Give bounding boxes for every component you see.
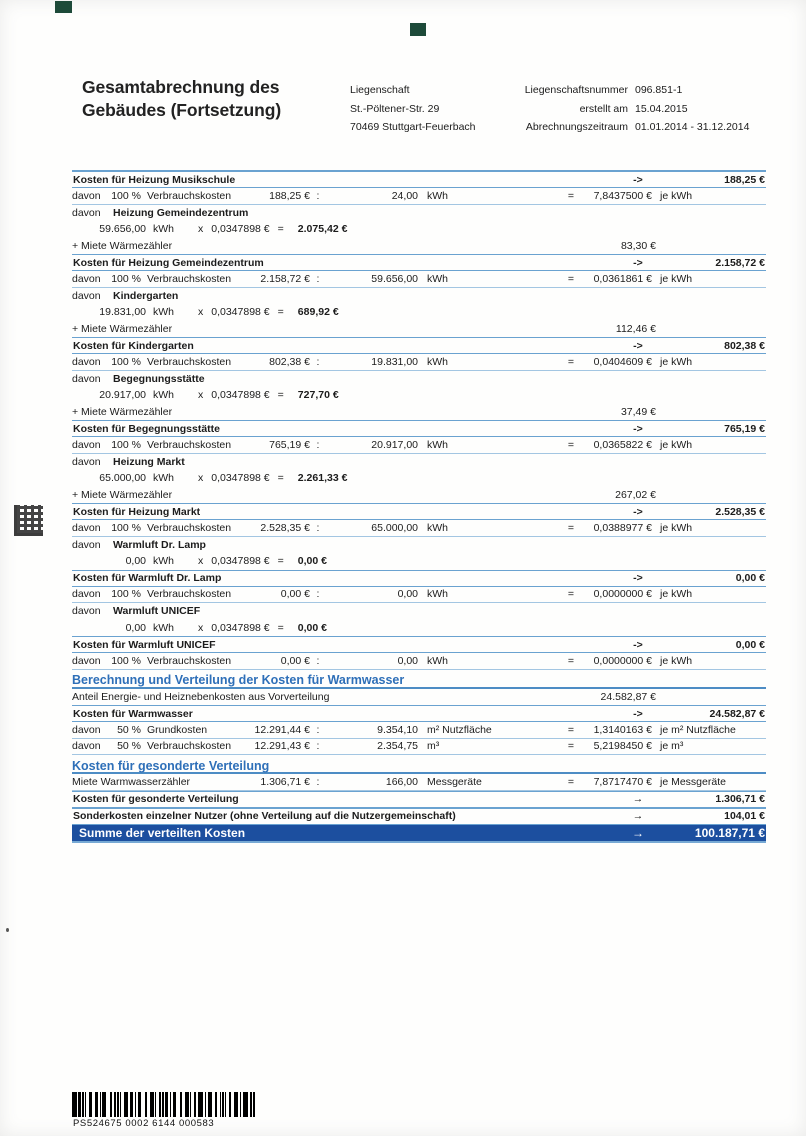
row-percent: 100 % bbox=[111, 355, 141, 368]
row-value: 24.582,87 € bbox=[600, 690, 656, 703]
row-label: + Miete Wärmezähler bbox=[72, 488, 173, 501]
row-prefix: davon bbox=[72, 654, 101, 667]
table-row-subname bbox=[72, 288, 766, 305]
multiply-sign: x bbox=[198, 306, 204, 319]
divide-sign: : bbox=[316, 740, 320, 753]
row-name: Verbrauchskosten bbox=[147, 654, 232, 667]
row-unit: kWh bbox=[153, 389, 174, 402]
row-amount: 100.187,71 € bbox=[694, 825, 765, 840]
row-rate-unit: je m² Nutzfläche bbox=[660, 723, 736, 736]
row-name: Warmluft Dr. Lamp bbox=[113, 538, 206, 551]
row-unit: kWh bbox=[427, 588, 448, 601]
arrow-icon: -> bbox=[633, 572, 643, 584]
page-title-line1: Gesamtabrechnung des bbox=[82, 77, 280, 97]
arrow-icon: -> bbox=[633, 638, 643, 651]
section-title bbox=[72, 670, 766, 689]
row-amount: 12.291,43 € bbox=[254, 740, 310, 753]
divide-sign: : bbox=[316, 723, 320, 736]
row-rate: 0,0347898 € bbox=[211, 389, 270, 402]
row-prefix: davon bbox=[72, 189, 101, 202]
row-prefix: davon bbox=[72, 723, 101, 736]
divide-sign: : bbox=[316, 588, 320, 601]
row-label: Kosten für Kindergarten bbox=[73, 339, 194, 352]
table-row-total bbox=[72, 570, 766, 587]
multiply-sign: x bbox=[198, 621, 204, 634]
arrow-icon: -> bbox=[633, 707, 643, 720]
equals-sign: = bbox=[277, 389, 284, 402]
row-name: Verbrauchskosten bbox=[147, 355, 232, 368]
row-amount: 2.528,35 € bbox=[260, 521, 310, 534]
row-rate: 0,0347898 € bbox=[211, 472, 270, 485]
row-amount: 188,25 € bbox=[269, 189, 310, 202]
redaction-mark-icon bbox=[55, 1, 72, 13]
row-rate: 5,2198450 € bbox=[593, 740, 652, 753]
table-row-multiply bbox=[72, 470, 766, 487]
row-rate-unit: je Messgeräte bbox=[660, 775, 726, 788]
row-amount: 802,38 € bbox=[724, 339, 765, 352]
row-name: Heizung Gemeindezentrum bbox=[113, 206, 249, 219]
row-quantity: 0,00 bbox=[397, 654, 418, 667]
row-percent: 50 % bbox=[117, 723, 141, 736]
row-rate: 0,0347898 € bbox=[211, 223, 270, 236]
row-name: Begegnungsstätte bbox=[113, 372, 205, 385]
row-percent: 100 % bbox=[111, 272, 141, 285]
arrow-icon: → bbox=[632, 810, 644, 822]
table-row-calc bbox=[72, 722, 766, 739]
equals-sign: = bbox=[567, 654, 575, 667]
row-rate: 7,8717470 € bbox=[593, 775, 652, 788]
arrow-icon: -> bbox=[633, 339, 643, 352]
row-amount: 0,00 € bbox=[735, 638, 765, 651]
table-row-total bbox=[72, 171, 766, 188]
row-amount: 1.306,71 € bbox=[260, 775, 310, 788]
divide-sign: : bbox=[316, 355, 320, 368]
multiply-sign: x bbox=[198, 389, 204, 402]
row-label: Kosten für Warmwasser bbox=[73, 707, 193, 720]
table-row-subname bbox=[72, 454, 766, 471]
row-name: Verbrauchskosten bbox=[147, 189, 232, 202]
row-rate-unit: je kWh bbox=[660, 355, 693, 368]
row-quantity: 19.831,00 bbox=[99, 306, 146, 319]
table-row-calc bbox=[72, 354, 766, 371]
row-quantity: 59.656,00 bbox=[371, 272, 418, 285]
row-name: Verbrauchskosten bbox=[147, 272, 232, 285]
table-row-total bbox=[72, 337, 766, 354]
row-prefix: davon bbox=[72, 372, 101, 385]
row-result: 727,70 € bbox=[297, 389, 339, 402]
multiply-sign: x bbox=[198, 223, 204, 236]
row-amount: 1.306,71 € bbox=[715, 793, 765, 805]
property-label: Liegenschaft bbox=[350, 84, 410, 96]
row-label: Kosten für Heizung Gemeindezentrum bbox=[73, 256, 264, 269]
row-name: Verbrauchskosten bbox=[147, 588, 232, 601]
created-value: 15.04.2015 bbox=[635, 102, 688, 115]
created-label: erstellt am bbox=[579, 102, 628, 115]
equals-sign: = bbox=[567, 740, 575, 753]
row-name: Warmluft UNICEF bbox=[113, 605, 201, 618]
table-row-multiply bbox=[72, 387, 766, 404]
row-quantity: 0,00 bbox=[397, 588, 418, 601]
row-name: Heizung Markt bbox=[113, 455, 185, 468]
row-value: 267,02 € bbox=[615, 488, 656, 501]
table-row-multiply bbox=[72, 304, 766, 321]
divide-sign: : bbox=[316, 654, 320, 667]
row-prefix: davon bbox=[72, 605, 101, 618]
row-amount: 802,38 € bbox=[269, 355, 310, 368]
cost-table bbox=[72, 170, 766, 843]
row-rate: 0,0388977 € bbox=[593, 521, 652, 534]
table-row-calc bbox=[72, 271, 766, 288]
table-row-calc bbox=[72, 520, 766, 537]
row-percent: 100 % bbox=[111, 654, 141, 667]
row-amount: 765,19 € bbox=[269, 438, 310, 451]
row-amount: 2.528,35 € bbox=[715, 505, 765, 518]
row-quantity: 65.000,00 bbox=[99, 472, 146, 485]
row-quantity: 20.917,00 bbox=[99, 389, 146, 402]
row-amount: 0,00 € bbox=[280, 654, 310, 667]
row-amount: 2.158,72 € bbox=[715, 256, 765, 269]
row-unit: kWh bbox=[153, 555, 174, 568]
table-row-subname bbox=[72, 371, 766, 388]
row-rate: 0,0361861 € bbox=[593, 272, 652, 285]
row-rate-unit: je m³ bbox=[660, 740, 684, 753]
row-rate: 0,0365822 € bbox=[593, 438, 652, 451]
equals-sign: = bbox=[567, 588, 575, 601]
row-prefix: davon bbox=[72, 355, 101, 368]
table-row-multiply bbox=[72, 221, 766, 238]
data-matrix-icon bbox=[14, 505, 43, 536]
equals-sign: = bbox=[277, 621, 284, 634]
row-percent: 100 % bbox=[111, 438, 141, 451]
row-prefix: davon bbox=[72, 455, 101, 468]
row-rate: 1,3140163 € bbox=[593, 723, 652, 736]
row-amount: 2.158,72 € bbox=[260, 272, 310, 285]
row-unit: kWh bbox=[153, 306, 174, 319]
table-row-total bbox=[72, 420, 766, 437]
row-unit: m³ bbox=[427, 740, 440, 753]
table-row-total bbox=[72, 636, 766, 653]
row-amount: 12.291,44 € bbox=[254, 723, 310, 736]
table-row-value bbox=[72, 238, 766, 255]
row-name: Verbrauchskosten bbox=[147, 438, 232, 451]
row-label: Sonderkosten einzelner Nutzer (ohne Verteilung auf die Nutzergemeinschaft) bbox=[73, 810, 456, 822]
row-label: Miete Warmwasserzähler bbox=[72, 775, 191, 788]
redaction-mark-icon bbox=[410, 23, 426, 36]
row-rate: 0,0404609 € bbox=[593, 355, 652, 368]
row-unit: m² Nutzfläche bbox=[427, 723, 492, 736]
row-amount: 24.582,87 € bbox=[709, 707, 765, 720]
equals-sign: = bbox=[277, 306, 284, 319]
section-title bbox=[72, 755, 766, 774]
row-result: 0,00 € bbox=[297, 621, 327, 634]
row-amount: 104,01 € bbox=[724, 810, 765, 822]
row-unit: Messgeräte bbox=[427, 775, 482, 788]
property-street: St.-Pöltener-Str. 29 bbox=[350, 102, 440, 115]
equals-sign: = bbox=[277, 555, 284, 568]
row-prefix: davon bbox=[72, 206, 101, 219]
equals-sign: = bbox=[277, 472, 284, 485]
arrow-icon: → bbox=[632, 793, 644, 805]
row-amount: 0,00 € bbox=[280, 588, 310, 601]
row-value: 112,46 € bbox=[615, 322, 656, 335]
row-value: 37,49 € bbox=[620, 405, 656, 418]
table-row-subname bbox=[72, 537, 766, 554]
row-rate-unit: je kWh bbox=[660, 438, 693, 451]
row-label: Kosten für Begegnungsstätte bbox=[73, 422, 221, 435]
row-quantity: 0,00 bbox=[125, 621, 146, 634]
period-label: Abrechnungszeitraum bbox=[525, 121, 628, 134]
table-row-total bbox=[72, 791, 766, 808]
table-row-subname bbox=[72, 603, 766, 620]
row-quantity: 24,00 bbox=[391, 189, 418, 202]
row-rate-unit: je kWh bbox=[660, 521, 693, 534]
divide-sign: : bbox=[316, 521, 320, 534]
row-rate: 0,0347898 € bbox=[211, 621, 270, 634]
row-unit: kWh bbox=[427, 438, 448, 451]
table-row-calc bbox=[72, 774, 766, 791]
row-amount: 765,19 € bbox=[724, 422, 765, 435]
scan-artifact bbox=[6, 928, 9, 932]
row-unit: kWh bbox=[427, 189, 448, 202]
section-title-text: Berechnung und Verteilung der Kosten für Warmwasser bbox=[72, 673, 405, 687]
row-quantity: 0,00 bbox=[125, 555, 146, 568]
row-rate: 7,8437500 € bbox=[593, 189, 652, 202]
row-name: Verbrauchskosten bbox=[147, 521, 232, 534]
barcode-text: PS524675 0002 6144 000583 bbox=[73, 1118, 215, 1129]
row-rate: 0,0000000 € bbox=[593, 654, 652, 667]
row-unit: kWh bbox=[153, 472, 174, 485]
table-row-value bbox=[72, 321, 766, 338]
section-title-text: Kosten für gesonderte Verteilung bbox=[72, 758, 270, 773]
row-label: Kosten für Warmluft UNICEF bbox=[73, 638, 216, 651]
row-result: 2.261,33 € bbox=[297, 472, 348, 485]
table-row-calc bbox=[72, 587, 766, 604]
divide-sign: : bbox=[316, 272, 320, 285]
row-rate: 0,0347898 € bbox=[211, 306, 270, 319]
row-label: Kosten für Heizung Musikschule bbox=[73, 173, 236, 186]
row-prefix: davon bbox=[72, 588, 101, 601]
table-row-total bbox=[72, 705, 766, 722]
row-unit: kWh bbox=[153, 621, 174, 634]
row-rate-unit: je kWh bbox=[660, 654, 693, 667]
row-label: + Miete Wärmezähler bbox=[72, 239, 173, 252]
row-quantity: 20.917,00 bbox=[371, 438, 418, 451]
row-unit: kWh bbox=[427, 521, 448, 534]
equals-sign: = bbox=[567, 272, 575, 285]
grand-total-banner bbox=[72, 825, 766, 843]
row-prefix: davon bbox=[72, 272, 101, 285]
row-label: + Miete Wärmezähler bbox=[72, 322, 173, 335]
page-title-line2: Gebäudes (Fortsetzung) bbox=[82, 100, 282, 120]
row-rate-unit: je kWh bbox=[660, 272, 693, 285]
row-label: Summe der verteilten Kosten bbox=[79, 825, 246, 840]
arrow-icon: -> bbox=[633, 505, 643, 518]
arrow-icon: -> bbox=[633, 422, 643, 435]
multiply-sign: x bbox=[198, 555, 204, 568]
table-row-total bbox=[72, 808, 766, 825]
row-rate: 0,0347898 € bbox=[211, 555, 270, 568]
table-row-calc bbox=[72, 653, 766, 670]
row-label: Kosten für Heizung Markt bbox=[73, 505, 201, 518]
row-result: 689,92 € bbox=[297, 306, 339, 319]
divide-sign: : bbox=[316, 775, 320, 788]
table-row-subname bbox=[72, 205, 766, 222]
table-row-multiply bbox=[72, 553, 766, 570]
table-row-calc bbox=[72, 437, 766, 454]
table-row-multiply bbox=[72, 620, 766, 637]
property-number-label: Liegenschaftsnummer bbox=[524, 84, 628, 96]
row-label: Kosten für Warmluft Dr. Lamp bbox=[73, 572, 222, 584]
row-rate-unit: je kWh bbox=[660, 588, 693, 601]
row-percent: 100 % bbox=[111, 588, 141, 601]
row-amount: 0,00 € bbox=[735, 572, 765, 584]
equals-sign: = bbox=[567, 723, 575, 736]
table-row-total bbox=[72, 503, 766, 520]
table-row-calc bbox=[72, 188, 766, 205]
row-unit: kWh bbox=[427, 272, 448, 285]
document-meta bbox=[436, 81, 766, 137]
barcode-icon bbox=[72, 1092, 255, 1117]
row-name: Kindergarten bbox=[113, 289, 179, 302]
row-quantity: 19.831,00 bbox=[371, 355, 418, 368]
row-quantity: 9.354,10 bbox=[377, 723, 418, 736]
row-result: 2.075,42 € bbox=[297, 223, 348, 236]
row-quantity: 59.656,00 bbox=[99, 223, 146, 236]
table-row-value bbox=[72, 487, 766, 504]
equals-sign: = bbox=[567, 775, 575, 788]
row-prefix: davon bbox=[72, 289, 101, 302]
row-value: 83,30 € bbox=[620, 239, 656, 252]
period-value: 01.01.2014 - 31.12.2014 bbox=[635, 121, 750, 134]
row-prefix: davon bbox=[72, 538, 101, 551]
arrow-icon: -> bbox=[633, 173, 643, 186]
row-prefix: davon bbox=[72, 740, 101, 753]
table-row-value bbox=[72, 689, 766, 706]
equals-sign: = bbox=[567, 355, 575, 368]
row-quantity: 166,00 bbox=[385, 775, 418, 788]
row-rate: 0,0000000 € bbox=[593, 588, 652, 601]
row-label: + Miete Wärmezähler bbox=[72, 405, 173, 418]
multiply-sign: x bbox=[198, 472, 204, 485]
row-amount: 188,25 € bbox=[724, 173, 765, 186]
row-name: Verbrauchskosten bbox=[147, 740, 232, 753]
row-unit: kWh bbox=[427, 654, 448, 667]
divide-sign: : bbox=[316, 438, 320, 451]
table-row-total bbox=[72, 254, 766, 271]
equals-sign: = bbox=[567, 189, 575, 202]
page-title bbox=[82, 76, 281, 122]
row-percent: 50 % bbox=[117, 740, 141, 753]
arrow-icon: → bbox=[632, 825, 644, 840]
equals-sign: = bbox=[277, 223, 284, 236]
equals-sign: = bbox=[567, 521, 575, 534]
row-unit: kWh bbox=[427, 355, 448, 368]
row-quantity: 65.000,00 bbox=[371, 521, 418, 534]
row-prefix: davon bbox=[72, 521, 101, 534]
property-city: 70469 Stuttgart-Feuerbach bbox=[350, 121, 476, 134]
row-unit: kWh bbox=[153, 223, 174, 236]
row-label: Kosten für gesonderte Verteilung bbox=[73, 793, 239, 805]
table-row-calc bbox=[72, 739, 766, 756]
table-row-value bbox=[72, 404, 766, 421]
row-percent: 100 % bbox=[111, 189, 141, 202]
row-prefix: davon bbox=[72, 438, 101, 451]
divide-sign: : bbox=[316, 189, 320, 202]
arrow-icon: -> bbox=[633, 256, 643, 269]
row-quantity: 2.354,75 bbox=[377, 740, 418, 753]
row-result: 0,00 € bbox=[297, 555, 327, 568]
row-percent: 100 % bbox=[111, 521, 141, 534]
row-label: Anteil Energie- und Heiznebenkosten aus Vorverteilung bbox=[72, 690, 330, 703]
property-number-value: 096.851-1 bbox=[635, 84, 683, 96]
equals-sign: = bbox=[567, 438, 575, 451]
row-name: Grundkosten bbox=[147, 723, 208, 736]
row-rate-unit: je kWh bbox=[660, 189, 693, 202]
